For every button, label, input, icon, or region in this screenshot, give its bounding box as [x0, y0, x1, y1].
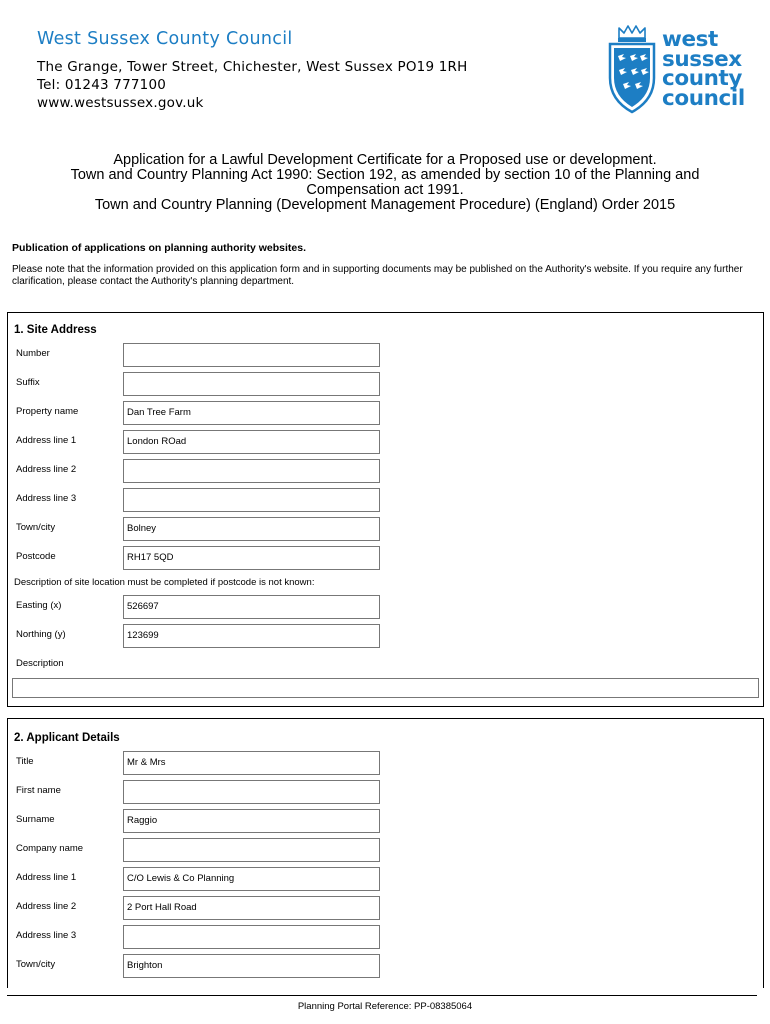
logo-word: west	[662, 27, 718, 52]
site-description-field[interactable]	[12, 678, 759, 698]
field-label-address-line-3: Address line 3	[16, 930, 77, 941]
suffix-field[interactable]	[123, 372, 380, 396]
field-label-northing: Northing (y)	[16, 629, 66, 640]
applicant-address-line-1-field[interactable]: C/O Lewis & Co Planning	[123, 867, 380, 891]
section-title: 1. Site Address	[14, 324, 97, 336]
field-label-address-line-2: Address line 2	[16, 464, 77, 475]
site-address-section	[7, 312, 764, 707]
logo-wordmark	[662, 27, 745, 111]
title-line: Application for a Lawful Development Certificate for a Proposed use or development.	[113, 152, 657, 168]
field-label-postcode: Postcode	[16, 551, 56, 562]
field-label-address-line-3: Address line 3	[16, 493, 77, 504]
field-label-address-line-1: Address line 1	[16, 872, 77, 883]
section-title: 2. Applicant Details	[14, 732, 120, 744]
applicant-town-city-field[interactable]: Brighton	[123, 954, 380, 978]
northing-field[interactable]: 123699	[123, 624, 380, 648]
applicant-details-section	[7, 718, 764, 988]
field-label-title: Title	[16, 756, 34, 767]
title-line: Compensation act 1991.	[306, 182, 464, 198]
publication-heading: Publication of applications on planning authority websites.	[12, 242, 307, 254]
field-label-town-city: Town/city	[16, 959, 56, 970]
field-label-description: Description	[16, 658, 64, 669]
applicant-title-field[interactable]: Mr & Mrs	[123, 751, 380, 775]
postcode-field[interactable]: RH17 5QD	[123, 546, 380, 570]
first-name-field[interactable]	[123, 780, 380, 804]
site-address-line-1-field[interactable]: London ROad	[123, 430, 380, 454]
crest-shield-icon	[606, 24, 658, 116]
council-logo	[606, 24, 758, 116]
title-line: Town and Country Planning Act 1990: Section 192, as amended by section 10 of the Planning and	[70, 167, 700, 183]
logo-word: county	[662, 66, 743, 91]
council-name: West Sussex County Council	[37, 29, 293, 49]
planning-portal-reference: Planning Portal Reference: PP-08385064	[297, 1001, 473, 1012]
field-label-address-line-1: Address line 1	[16, 435, 77, 446]
field-label-easting: Easting (x)	[16, 600, 62, 611]
logo-word: council	[662, 85, 745, 111]
field-label-company-name: Company name	[16, 843, 84, 854]
site-address-line-2-field[interactable]	[123, 459, 380, 483]
council-address: The Grange, Tower Street, Chichester, West Sussex PO19 1RH	[37, 59, 468, 75]
field-label-surname: Surname	[16, 814, 55, 825]
field-label-address-line-2: Address line 2	[16, 901, 77, 912]
site-address-line-3-field[interactable]	[123, 488, 380, 512]
applicant-address-line-3-field[interactable]	[123, 925, 380, 949]
applicant-address-line-2-field[interactable]: 2 Port Hall Road	[123, 896, 380, 920]
council-telephone: Tel: 01243 777100	[37, 77, 167, 93]
surname-field[interactable]: Raggio	[123, 809, 380, 833]
logo-word: sussex	[662, 46, 742, 72]
field-label-town-city: Town/city	[16, 522, 56, 533]
field-label-first-name: First name	[16, 785, 61, 796]
site-location-note: Description of site location must be completed if postcode is not known:	[14, 577, 315, 588]
field-label-number: Number	[16, 348, 50, 359]
council-website: www.westsussex.gov.uk	[37, 95, 204, 111]
easting-field[interactable]: 526697	[123, 595, 380, 619]
title-line: Town and Country Planning (Development Management Procedure) (England) Order 2015	[94, 197, 676, 213]
footer-divider	[7, 995, 757, 996]
publication-note: Please note that the information provided on this application form and in supporting documents may be published on the Authority's website. If you require any further clarification, please contact the Authority's planning department.	[12, 264, 743, 287]
number-field[interactable]	[123, 343, 380, 367]
site-town-city-field[interactable]: Bolney	[123, 517, 380, 541]
field-label-suffix: Suffix	[16, 377, 40, 388]
form-title	[20, 153, 750, 213]
field-label-property-name: Property name	[16, 406, 79, 417]
property-name-field[interactable]: Dan Tree Farm	[123, 401, 380, 425]
company-name-field[interactable]	[123, 838, 380, 862]
